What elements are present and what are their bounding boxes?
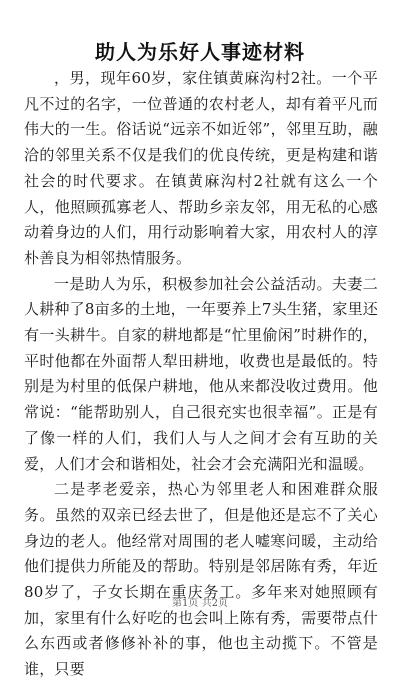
- paragraph-intro: ，男，现年60岁，家住镇黄麻沟村2社。一个平凡不过的名字，一位普通的农村老人，却有着平凡而伟大的一生。俗话说“远亲不如近邻”，邻里互助，融洽的邻里关系不仅是我们的优良传统，更是构建和谐社会的时代要求。在镇黄麻沟村2社就有这么一个人，他照顾孤寡老人、帮助乡亲友邻，用无私的心感动着身边的人们，用行动影响着大家，用农村人的淳朴善良为相邻热情服务。: [24, 69, 378, 267]
- paragraph-caring-elderly: 二是孝老爱亲，热心为邻里老人和困难群众服务。虽然的双亲已经去世了，但是他还是忘不了关心身边的老人。他经常对周围的老人嘘寒问暖，主动给他们提供力所能及的帮助。特别是邻居陈有秀，年近80岁了，子女长期在重庆务工。多年来对她照顾有加，家里有什么好吃的也会叫上陈有秀，需要带点什么东西或者修修补补的事，他也主动揽下。不管是谁，只要: [24, 480, 378, 679]
- document-title: 助人为乐好人事迹材料: [95, 40, 305, 64]
- document-body: [24, 66, 378, 683]
- paragraph-helping-others: 一是助人为乐，积极参加社会公益活动。夫妻二人耕种了8亩多的土地，一年要养上7头生猪，家里还有一头耕牛。自家的耕地都是“忙里偷闲”时耕作的，平时他都在外面帮人犁田耕地，收费也是最低的。特别是为村里的低保户耕地，他从来都没收过费用。他常说：“能帮助别人，自己很充实也很幸福”。正是有了像一样的人们，我们人与人之间才会有互助的关爱，人们才会和谐相处，社会才会充满阳光和温暖。: [24, 274, 378, 473]
- page-footer: 第1页 共2页: [172, 598, 228, 608]
